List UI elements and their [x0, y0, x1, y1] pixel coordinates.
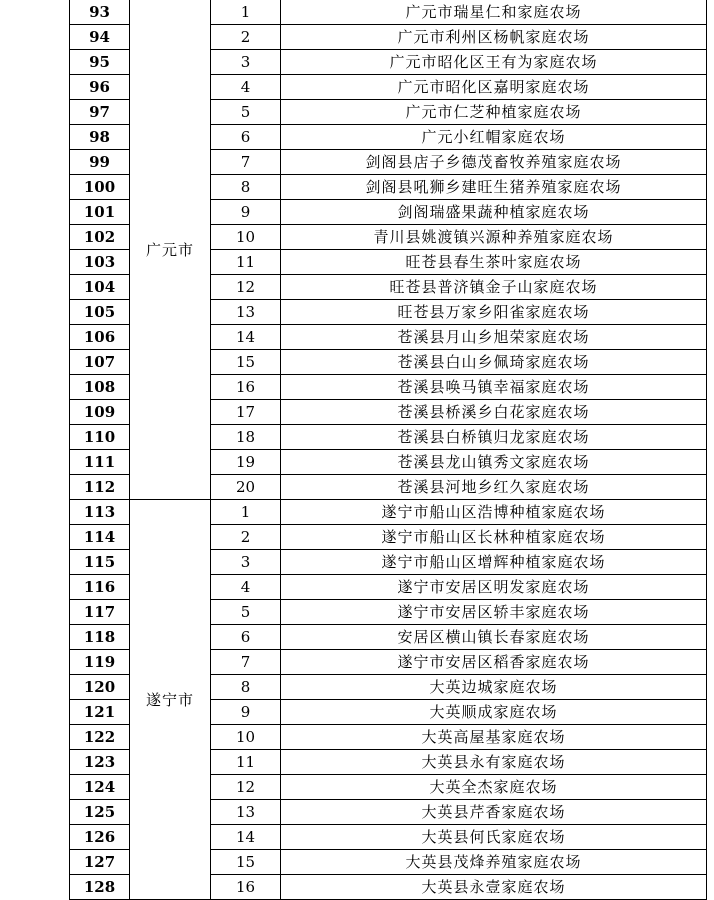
serial-number-cell: 110	[70, 425, 130, 450]
city-index-cell: 7	[211, 650, 281, 675]
serial-number-cell: 105	[70, 300, 130, 325]
serial-number-cell: 112	[70, 475, 130, 500]
farm-name-cell: 剑阁县店子乡德茂畜牧养殖家庭农场	[281, 150, 707, 175]
farm-name-cell: 广元市利州区杨帆家庭农场	[281, 25, 707, 50]
city-index-cell: 14	[211, 325, 281, 350]
city-index-cell: 3	[211, 50, 281, 75]
city-index-cell: 19	[211, 450, 281, 475]
serial-number-cell: 116	[70, 575, 130, 600]
city-index-cell: 4	[211, 575, 281, 600]
serial-number-cell: 121	[70, 700, 130, 725]
serial-number-cell: 103	[70, 250, 130, 275]
city-index-cell: 6	[211, 625, 281, 650]
city-index-cell: 17	[211, 400, 281, 425]
city-index-cell: 7	[211, 150, 281, 175]
city-index-cell: 15	[211, 850, 281, 875]
farm-name-cell: 苍溪县月山乡旭荣家庭农场	[281, 325, 707, 350]
serial-number-cell: 93	[70, 0, 130, 25]
farm-list-table	[69, 0, 707, 900]
city-index-cell: 13	[211, 300, 281, 325]
farm-name-cell: 大英顺成家庭农场	[281, 700, 707, 725]
farm-name-cell: 旺苍县万家乡阳雀家庭农场	[281, 300, 707, 325]
serial-number-cell: 94	[70, 25, 130, 50]
serial-number-cell: 124	[70, 775, 130, 800]
city-index-cell: 16	[211, 875, 281, 900]
farm-name-cell: 广元市瑞星仁和家庭农场	[281, 0, 707, 25]
city-index-cell: 10	[211, 725, 281, 750]
city-cell: 广元市	[130, 0, 211, 500]
city-index-cell: 18	[211, 425, 281, 450]
farm-name-cell: 苍溪县唤马镇幸福家庭农场	[281, 375, 707, 400]
farm-name-cell: 苍溪县白山乡佩琦家庭农场	[281, 350, 707, 375]
serial-number-cell: 108	[70, 375, 130, 400]
serial-number-cell: 104	[70, 275, 130, 300]
farm-name-cell: 遂宁市船山区增辉种植家庭农场	[281, 550, 707, 575]
city-index-cell: 8	[211, 675, 281, 700]
farm-name-cell: 大英全杰家庭农场	[281, 775, 707, 800]
table-row	[70, 0, 707, 25]
farm-name-cell: 遂宁市船山区浩博种植家庭农场	[281, 500, 707, 525]
serial-number-cell: 114	[70, 525, 130, 550]
farm-name-cell: 旺苍县春生茶叶家庭农场	[281, 250, 707, 275]
farm-name-cell: 广元市昭化区王有为家庭农场	[281, 50, 707, 75]
city-index-cell: 20	[211, 475, 281, 500]
farm-name-cell: 大英县永有家庭农场	[281, 750, 707, 775]
city-index-cell: 3	[211, 550, 281, 575]
serial-number-cell: 119	[70, 650, 130, 675]
farm-name-cell: 安居区横山镇长春家庭农场	[281, 625, 707, 650]
city-index-cell: 9	[211, 200, 281, 225]
serial-number-cell: 109	[70, 400, 130, 425]
city-index-cell: 15	[211, 350, 281, 375]
farm-name-cell: 大英县芹香家庭农场	[281, 800, 707, 825]
city-index-cell: 14	[211, 825, 281, 850]
city-index-cell: 11	[211, 250, 281, 275]
serial-number-cell: 98	[70, 125, 130, 150]
farm-list-body	[70, 0, 707, 900]
serial-number-cell: 120	[70, 675, 130, 700]
serial-number-cell: 118	[70, 625, 130, 650]
serial-number-cell: 113	[70, 500, 130, 525]
farm-name-cell: 大英高屋基家庭农场	[281, 725, 707, 750]
farm-name-cell: 剑阁瑞盛果蔬种植家庭农场	[281, 200, 707, 225]
farm-name-cell: 遂宁市安居区轿丰家庭农场	[281, 600, 707, 625]
city-index-cell: 1	[211, 500, 281, 525]
serial-number-cell: 96	[70, 75, 130, 100]
serial-number-cell: 123	[70, 750, 130, 775]
farm-name-cell: 苍溪县白桥镇归龙家庭农场	[281, 425, 707, 450]
farm-name-cell: 遂宁市安居区稻香家庭农场	[281, 650, 707, 675]
city-index-cell: 5	[211, 100, 281, 125]
farm-name-cell: 青川县姚渡镇兴源种养殖家庭农场	[281, 225, 707, 250]
farm-name-cell: 大英县永壹家庭农场	[281, 875, 707, 900]
serial-number-cell: 117	[70, 600, 130, 625]
serial-number-cell: 128	[70, 875, 130, 900]
farm-name-cell: 大英边城家庭农场	[281, 675, 707, 700]
city-index-cell: 2	[211, 25, 281, 50]
serial-number-cell: 122	[70, 725, 130, 750]
farm-name-cell: 大英县何氏家庭农场	[281, 825, 707, 850]
serial-number-cell: 127	[70, 850, 130, 875]
farm-name-cell: 广元小红帽家庭农场	[281, 125, 707, 150]
city-index-cell: 11	[211, 750, 281, 775]
serial-number-cell: 125	[70, 800, 130, 825]
city-index-cell: 1	[211, 0, 281, 25]
serial-number-cell: 100	[70, 175, 130, 200]
city-index-cell: 10	[211, 225, 281, 250]
farm-name-cell: 广元市仁芝种植家庭农场	[281, 100, 707, 125]
farm-name-cell: 大英县茂烽养殖家庭农场	[281, 850, 707, 875]
serial-number-cell: 107	[70, 350, 130, 375]
serial-number-cell: 111	[70, 450, 130, 475]
serial-number-cell: 106	[70, 325, 130, 350]
farm-name-cell: 苍溪县桥溪乡白花家庭农场	[281, 400, 707, 425]
farm-name-cell: 苍溪县河地乡红久家庭农场	[281, 475, 707, 500]
serial-number-cell: 101	[70, 200, 130, 225]
farm-name-cell: 苍溪县龙山镇秀文家庭农场	[281, 450, 707, 475]
serial-number-cell: 99	[70, 150, 130, 175]
city-index-cell: 9	[211, 700, 281, 725]
city-index-cell: 16	[211, 375, 281, 400]
serial-number-cell: 95	[70, 50, 130, 75]
farm-name-cell: 广元市昭化区嘉明家庭农场	[281, 75, 707, 100]
serial-number-cell: 102	[70, 225, 130, 250]
city-index-cell: 6	[211, 125, 281, 150]
table-row	[70, 500, 707, 525]
city-index-cell: 2	[211, 525, 281, 550]
serial-number-cell: 115	[70, 550, 130, 575]
city-cell: 遂宁市	[130, 500, 211, 900]
serial-number-cell: 97	[70, 100, 130, 125]
city-index-cell: 8	[211, 175, 281, 200]
city-index-cell: 5	[211, 600, 281, 625]
city-index-cell: 12	[211, 275, 281, 300]
city-index-cell: 13	[211, 800, 281, 825]
farm-name-cell: 遂宁市船山区长林种植家庭农场	[281, 525, 707, 550]
city-index-cell: 4	[211, 75, 281, 100]
farm-name-cell: 遂宁市安居区明发家庭农场	[281, 575, 707, 600]
city-index-cell: 12	[211, 775, 281, 800]
farm-name-cell: 旺苍县普济镇金子山家庭农场	[281, 275, 707, 300]
serial-number-cell: 126	[70, 825, 130, 850]
farm-name-cell: 剑阁县吼狮乡建旺生猪养殖家庭农场	[281, 175, 707, 200]
